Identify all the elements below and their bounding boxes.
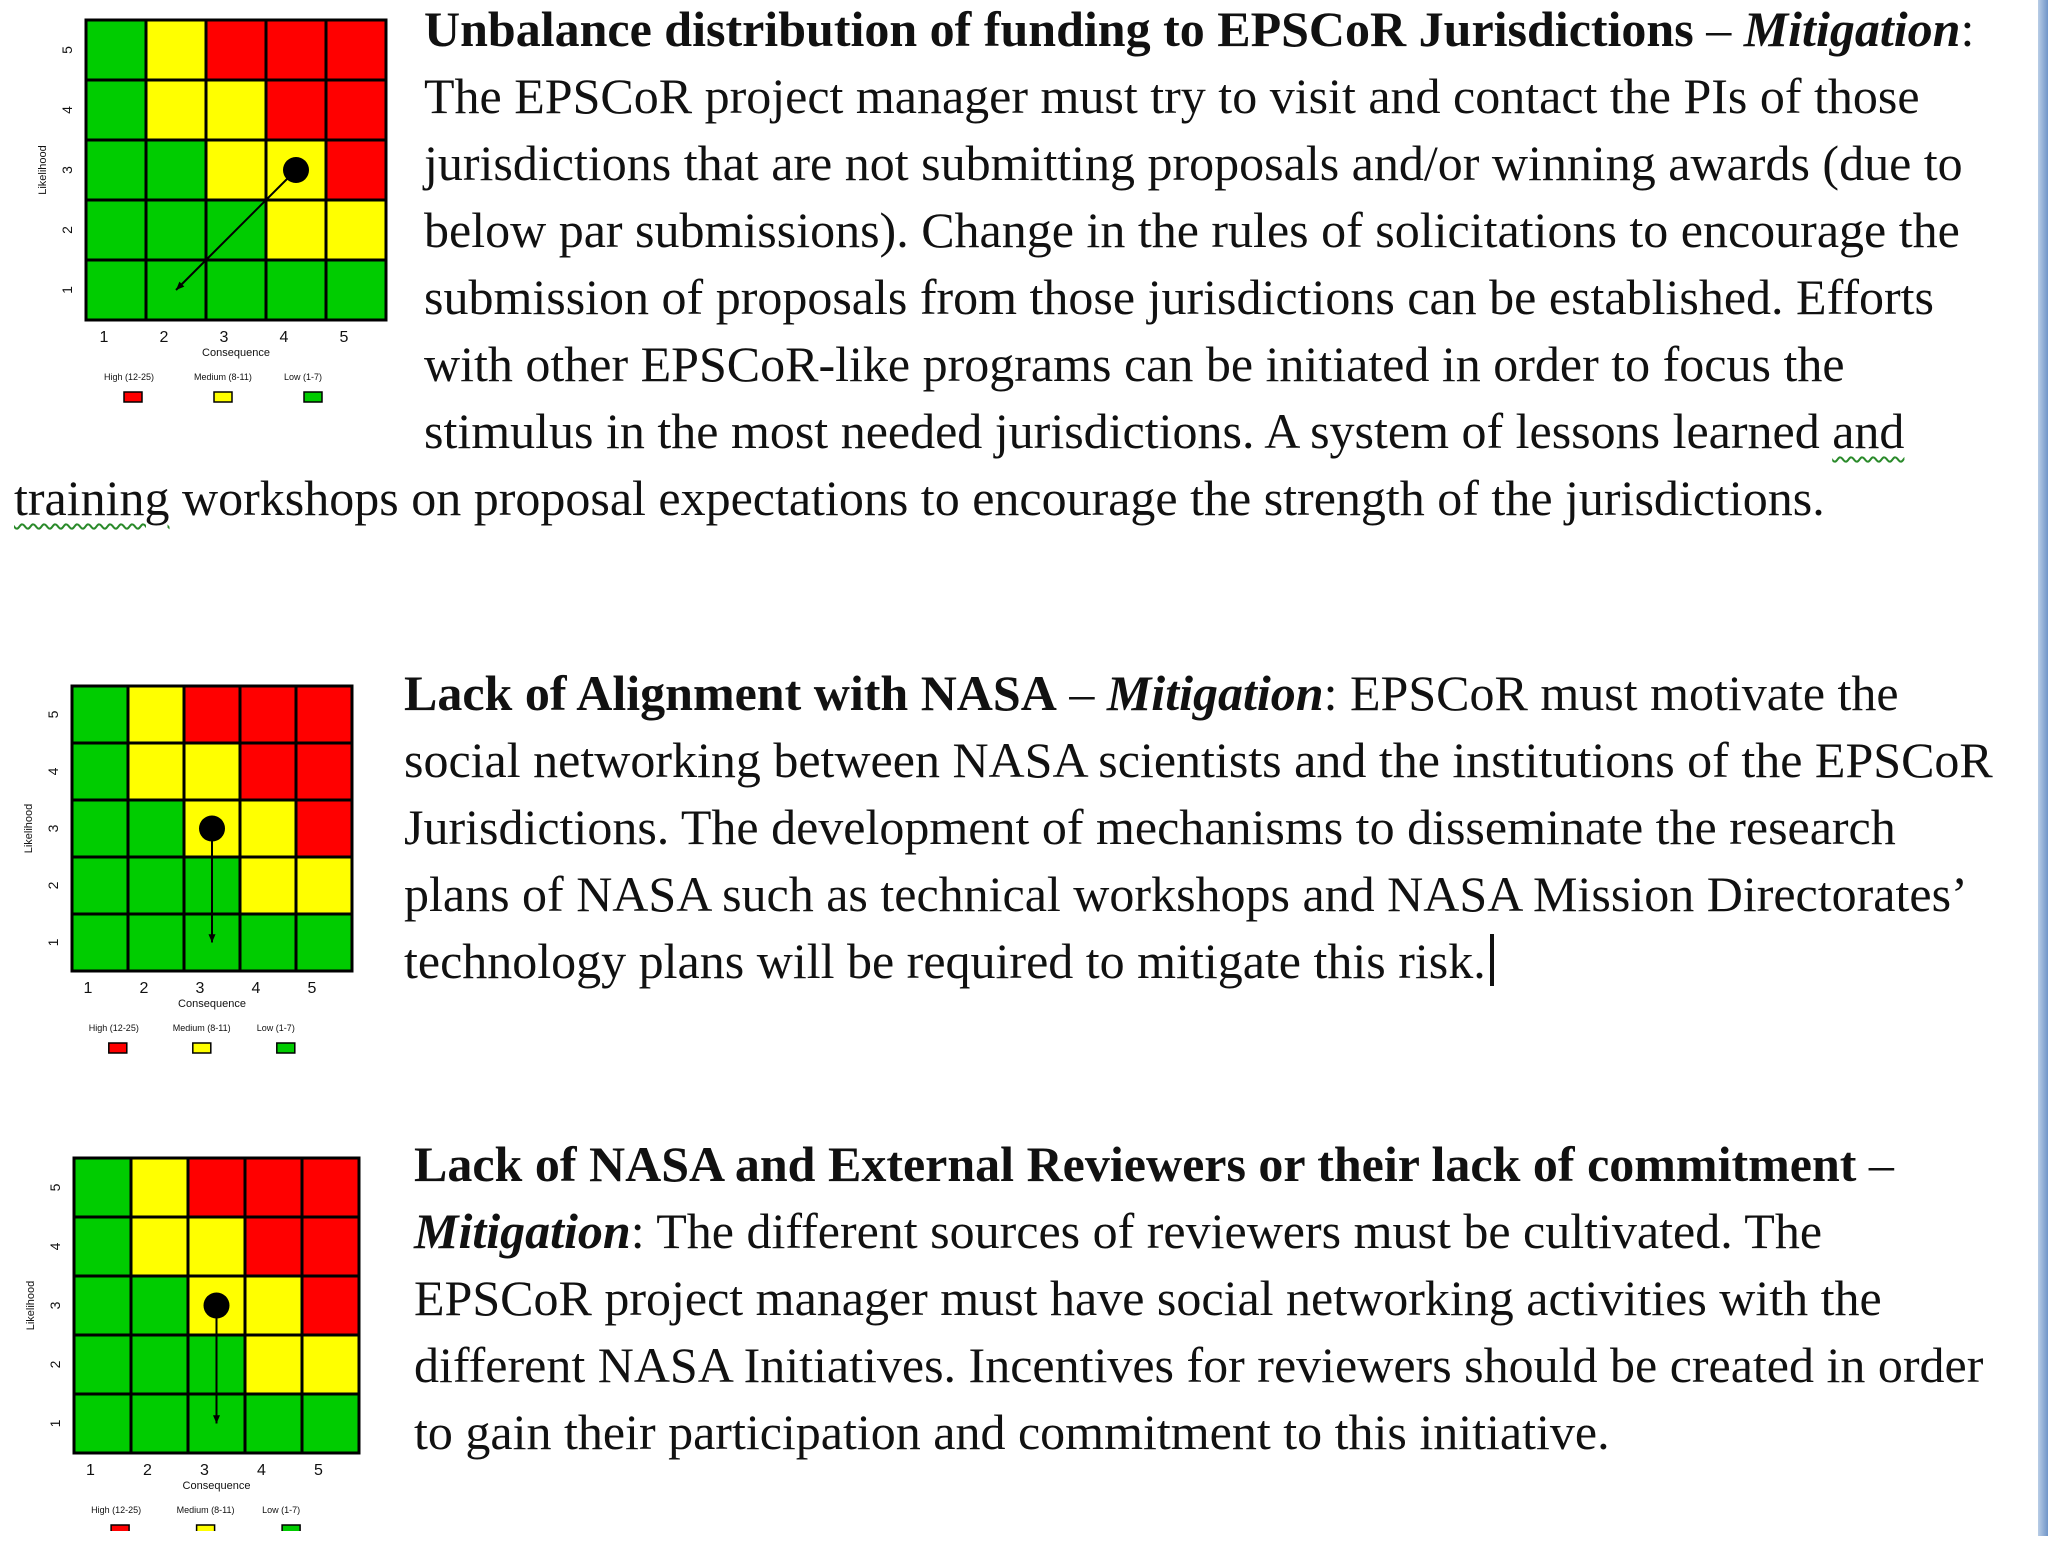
x-tick-label: 5	[339, 329, 349, 346]
matrix-cell	[296, 800, 352, 857]
y-axis-label: Likelihood	[37, 145, 49, 195]
y-tick-label: 2	[45, 881, 61, 890]
matrix-cell	[72, 686, 128, 743]
matrix-cell	[131, 1158, 188, 1217]
x-axis-label: Consequence	[178, 998, 246, 1010]
risk-mitigation-text: : The EPSCoR project manager must try to visit and contact the PIs of those jurisdictions that are not submitting proposals and/or winning awards (due to below par submissions). Change in the rules of solicitations to encourage the submission of proposals from those jurisdictions can be established. Efforts with other EPSCoR-like programs can be initiated in order to focus the stimulus in the most needed jurisdictions. A system of lessons learned	[424, 1, 1975, 459]
current-risk-marker	[283, 157, 309, 183]
matrix-cell	[296, 914, 352, 971]
x-tick-label: 2	[159, 329, 169, 346]
y-tick-label: 4	[45, 767, 61, 776]
matrix-cell	[302, 1394, 359, 1453]
x-tick-label: 2	[143, 1462, 152, 1479]
matrix-cell	[86, 80, 146, 140]
x-tick-label: 1	[83, 980, 93, 997]
x-tick-label: 5	[307, 980, 317, 997]
legend-label: Medium (8-11)	[176, 1505, 235, 1515]
matrix-cell	[128, 743, 184, 800]
legend-label: Low (1-7)	[262, 1505, 301, 1515]
y-axis-label: Likelihood	[23, 803, 35, 854]
risk-matrix-1	[14, 0, 414, 426]
matrix-cell	[240, 857, 296, 914]
y-tick-label: 2	[59, 226, 75, 234]
legend-label: High (12-25)	[104, 372, 155, 382]
matrix-cell	[240, 914, 296, 971]
legend-swatch	[214, 392, 232, 402]
y-tick-label: 1	[47, 1419, 63, 1428]
x-tick-label: 1	[99, 329, 109, 346]
matrix-cell	[326, 140, 386, 200]
matrix-cell	[240, 743, 296, 800]
mitigation-label: Mitigation	[1106, 665, 1324, 721]
text-cursor	[1490, 934, 1494, 986]
y-tick-label: 4	[47, 1242, 63, 1251]
x-tick-label: 3	[195, 980, 205, 997]
matrix-cell	[184, 743, 240, 800]
matrix-cell	[86, 20, 146, 80]
matrix-cell	[296, 743, 352, 800]
matrix-cell	[296, 686, 352, 743]
matrix-cell	[326, 20, 386, 80]
legend-swatch	[124, 392, 142, 402]
matrix-cell	[128, 857, 184, 914]
legend-label: Medium (8-11)	[194, 372, 252, 382]
matrix-cell	[245, 1394, 302, 1453]
current-risk-marker	[199, 816, 225, 842]
risk-title: Unbalance distribution of funding to EPSCoR Jurisdictions	[424, 1, 1694, 57]
matrix-cell	[131, 1217, 188, 1276]
matrix-cell	[245, 1217, 302, 1276]
x-tick-label: 3	[200, 1462, 209, 1479]
matrix-cell	[326, 80, 386, 140]
legend-swatch	[282, 1525, 300, 1531]
matrix-cell	[128, 800, 184, 857]
y-tick-label: 5	[47, 1183, 63, 1192]
matrix-cell	[131, 1335, 188, 1394]
matrix-cell	[146, 140, 206, 200]
risk-mitigation-text-end: workshops on proposal expectations to encourage the strength of the jurisdictions.	[169, 470, 1825, 526]
y-tick-label: 5	[59, 46, 75, 54]
matrix-cell	[302, 1217, 359, 1276]
legend-label: High (12-25)	[91, 1505, 142, 1515]
title-dash: –	[1056, 665, 1107, 721]
matrix-cell	[206, 260, 266, 320]
matrix-cell	[266, 200, 326, 260]
matrix-cell	[206, 20, 266, 80]
matrix-cell	[326, 200, 386, 260]
matrix-cell	[266, 80, 326, 140]
matrix-cell	[302, 1335, 359, 1394]
matrix-cell	[206, 80, 266, 140]
matrix-cell	[184, 686, 240, 743]
risk-mitigation-text: : EPSCoR must motivate the social networking between NASA scientists and the institutions of the EPSCoR Jurisdictions. The development of mechanisms to disseminate the research plans of NASA such as technical workshops and NASA Mission Directorates’ technology plans will be required to mitigate this risk.	[404, 665, 1993, 989]
x-tick-label: 2	[139, 980, 149, 997]
y-tick-label: 3	[45, 824, 61, 833]
matrix-cell	[74, 1335, 131, 1394]
matrix-cell	[146, 200, 206, 260]
x-tick-label: 4	[279, 329, 289, 346]
matrix-cell	[206, 140, 266, 200]
legend-label: Low (1-7)	[284, 372, 323, 382]
matrix-cell	[72, 857, 128, 914]
matrix-cell	[266, 20, 326, 80]
matrix-cell	[240, 800, 296, 857]
x-tick-label: 4	[257, 1462, 266, 1479]
x-tick-label: 1	[86, 1462, 95, 1479]
matrix-cell	[72, 914, 128, 971]
y-axis-label: Likelihood	[25, 1280, 37, 1331]
matrix-cell	[86, 260, 146, 320]
title-dash: –	[1856, 1136, 1894, 1192]
matrix-cell	[128, 914, 184, 971]
matrix-cell	[74, 1158, 131, 1217]
matrix-cell	[188, 1158, 245, 1217]
risk-mitigation-text: : The different sources of reviewers must be cultivated. The EPSCoR project manager must have social networking activities with the different NASA Initiatives. Incentives for reviewers should be created in order to gain their participation and commitment to this initiative.	[414, 1203, 1984, 1460]
legend-swatch	[197, 1525, 215, 1531]
matrix-cell	[131, 1276, 188, 1335]
mitigation-label: Mitigation	[1743, 1, 1961, 57]
risk-block-3	[14, 1131, 2004, 1531]
matrix-cell	[72, 743, 128, 800]
matrix-cell	[128, 686, 184, 743]
matrix-cell	[245, 1276, 302, 1335]
window-right-edge	[2038, 0, 2048, 1536]
y-tick-label: 5	[45, 710, 61, 719]
matrix-cell	[86, 140, 146, 200]
y-tick-label: 2	[47, 1360, 63, 1369]
risk-block-1	[14, 0, 2004, 532]
legend-swatch	[109, 1043, 127, 1053]
matrix-cell	[131, 1394, 188, 1453]
matrix-cell	[245, 1335, 302, 1394]
risk-title: Lack of Alignment with NASA	[404, 665, 1057, 721]
matrix-cell	[74, 1217, 131, 1276]
title-dash: –	[1693, 1, 1744, 57]
x-tick-label: 3	[219, 329, 229, 346]
mitigation-label: Mitigation	[414, 1203, 631, 1259]
legend-label: High (12-25)	[88, 1023, 139, 1033]
matrix-cell	[146, 80, 206, 140]
matrix-cell	[74, 1394, 131, 1453]
current-risk-marker	[204, 1293, 230, 1319]
matrix-cell	[86, 200, 146, 260]
matrix-cell	[326, 260, 386, 320]
y-tick-label: 3	[47, 1301, 63, 1310]
risk-matrix-2	[14, 660, 394, 1060]
legend-label: Medium (8-11)	[172, 1023, 231, 1033]
matrix-cell	[296, 857, 352, 914]
risk-title: Lack of NASA and External Reviewers or their lack of commitment	[414, 1136, 1857, 1192]
matrix-cell	[240, 686, 296, 743]
x-tick-label: 4	[251, 980, 261, 997]
matrix-cell	[302, 1276, 359, 1335]
spellcheck-underlined-text[interactable]: and training	[14, 403, 1905, 526]
matrix-cell	[245, 1158, 302, 1217]
risk-matrix-3	[14, 1131, 404, 1531]
x-axis-label: Consequence	[182, 1480, 251, 1492]
matrix-cell	[72, 800, 128, 857]
x-axis-label: Consequence	[202, 347, 270, 359]
matrix-cell	[266, 260, 326, 320]
x-tick-label: 5	[314, 1462, 323, 1479]
legend-swatch	[304, 392, 322, 402]
matrix-cell	[188, 1217, 245, 1276]
matrix-cell	[302, 1158, 359, 1217]
legend-label: Low (1-7)	[256, 1023, 295, 1033]
y-tick-label: 1	[45, 938, 61, 947]
y-tick-label: 3	[59, 166, 75, 174]
legend-swatch	[277, 1043, 295, 1053]
legend-swatch	[193, 1043, 211, 1053]
matrix-cell	[74, 1276, 131, 1335]
risk-block-2	[14, 660, 2004, 1080]
matrix-cell	[146, 20, 206, 80]
legend-swatch	[111, 1525, 129, 1531]
y-tick-label: 4	[59, 106, 75, 114]
y-tick-label: 1	[59, 286, 75, 294]
